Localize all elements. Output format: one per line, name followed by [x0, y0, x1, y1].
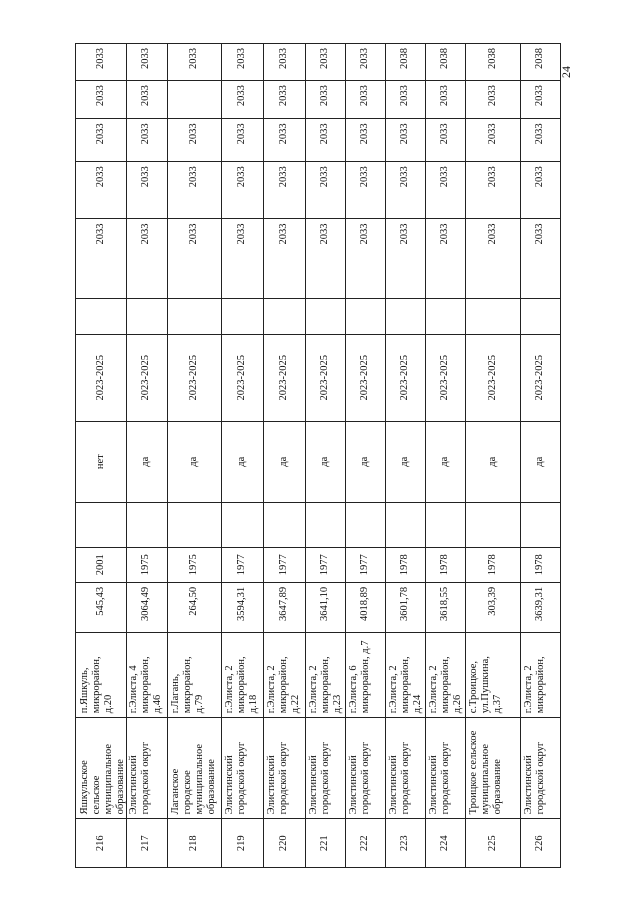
table-cell-y4: 2033 — [425, 81, 465, 119]
table-cell-year: 1978 — [520, 548, 560, 583]
table-cell-municipality: Элистинский городской округ — [425, 718, 465, 819]
table-cell-y1: 2033 — [263, 219, 305, 298]
table-cell-y4 — [167, 81, 221, 119]
table-cell-num: 219 — [221, 819, 263, 868]
table-cell-y5: 2033 — [76, 43, 126, 81]
table-cell-num: 225 — [465, 819, 520, 868]
table-cell-area: 545,43 — [76, 583, 126, 634]
table-cell-area: 3618,55 — [425, 583, 465, 634]
table-row — [125, 43, 168, 868]
table-cell-period: 2023-2025 — [221, 335, 263, 422]
table-cell-year: 1975 — [125, 548, 167, 583]
table-cell-year: 1978 — [385, 548, 425, 583]
table-cell-period: 2023-2025 — [385, 335, 425, 422]
housing-table — [75, 43, 552, 868]
table-cell-c1 — [167, 503, 221, 548]
table-cell-period: 2023-2025 — [167, 335, 221, 422]
table-cell-c1 — [345, 503, 385, 548]
table-cell-address: п.Яшкуль, микрорайон, д.20 — [76, 633, 126, 718]
table-cell-c2: да — [305, 422, 345, 503]
table-cell-num: 220 — [263, 819, 305, 868]
table-cell-num: 218 — [167, 819, 221, 868]
table-cell-municipality: Элистинский городской округ — [345, 718, 385, 819]
table-cell-c3 — [385, 299, 425, 335]
table-cell-c2: да — [385, 422, 425, 503]
table-cell-c2: да — [263, 422, 305, 503]
table-cell-c3 — [221, 299, 263, 335]
table-cell-y4: 2033 — [263, 81, 305, 119]
table-cell-c2: да — [425, 422, 465, 503]
table-cell-num: 223 — [385, 819, 425, 868]
table-cell-c1 — [425, 503, 465, 548]
table-cell-c2: нет — [76, 422, 126, 503]
table-cell-y5: 2033 — [345, 43, 385, 81]
table-cell-c1 — [385, 503, 425, 548]
table-cell-c1 — [221, 503, 263, 548]
table-cell-municipality: Элистинский городской округ — [125, 718, 167, 819]
table-cell-y5: 2033 — [305, 43, 345, 81]
table-cell-municipality: Яшкульское сельское муниципальное образование — [76, 718, 126, 819]
table-cell-address: г.Элиста, 2 микрорайон, д.24 — [385, 633, 425, 718]
table-cell-y4: 2033 — [520, 81, 560, 119]
table-cell-municipality: Троицкое сельское муниципальное образование — [465, 718, 520, 819]
table-cell-c3 — [345, 299, 385, 335]
table-cell-year: 1977 — [345, 548, 385, 583]
table-cell-c3 — [76, 299, 126, 335]
table-cell-y5: 2033 — [167, 43, 221, 81]
table-cell-period: 2023-2025 — [425, 335, 465, 422]
table-cell-y4: 2033 — [125, 81, 167, 119]
table-cell-y2: 2033 — [125, 162, 167, 219]
table-cell-area: 3647,89 — [263, 583, 305, 634]
table-row — [305, 43, 346, 868]
table-cell-address: г.Элиста, 2 микрорайон, д.22 — [263, 633, 305, 718]
table-cell-c1 — [125, 503, 167, 548]
table-cell-municipality: Элистинский городской округ — [305, 718, 345, 819]
table-cell-year: 1977 — [305, 548, 345, 583]
table-cell-y5: 2038 — [385, 43, 425, 81]
table-cell-c3 — [520, 299, 560, 335]
table-cell-y3: 2033 — [221, 119, 263, 162]
table-cell-num: 224 — [425, 819, 465, 868]
table-cell-y3: 2033 — [425, 119, 465, 162]
table-cell-period: 2023-2025 — [125, 335, 167, 422]
table-cell-y3: 2033 — [465, 119, 520, 162]
table-cell-area: 303,39 — [465, 583, 520, 634]
table-cell-municipality: Элистинский городской округ — [385, 718, 425, 819]
table-cell-y2: 2033 — [425, 162, 465, 219]
table-cell-area: 264,50 — [167, 583, 221, 634]
table-cell-y4: 2033 — [345, 81, 385, 119]
table-row — [385, 43, 426, 868]
table-cell-y1: 2033 — [425, 219, 465, 298]
table-cell-c3 — [305, 299, 345, 335]
table-cell-y3: 2033 — [125, 119, 167, 162]
table-cell-address: г.Элиста, 2 микрорайон, — [520, 633, 560, 718]
table-cell-address: г.Элиста, 2 микрорайон, д.26 — [425, 633, 465, 718]
table-cell-y2: 2033 — [221, 162, 263, 219]
table-cell-period: 2023-2025 — [345, 335, 385, 422]
table-cell-c1 — [520, 503, 560, 548]
table-cell-area: 3064,49 — [125, 583, 167, 634]
table-cell-y4: 2033 — [465, 81, 520, 119]
table-row — [263, 43, 306, 868]
table-cell-y5: 2038 — [465, 43, 520, 81]
table-cell-y1: 2033 — [465, 219, 520, 298]
table-cell-y1: 2033 — [125, 219, 167, 298]
table-cell-c3 — [167, 299, 221, 335]
table-cell-year: 1977 — [221, 548, 263, 583]
table-cell-c1 — [465, 503, 520, 548]
table-cell-y1: 2033 — [385, 219, 425, 298]
table-cell-y5: 2033 — [263, 43, 305, 81]
table-cell-address: г.Элиста, 6 микрорайон, д.7 — [345, 633, 385, 718]
table-cell-c1 — [305, 503, 345, 548]
table-cell-municipality: Элистинский городской округ — [221, 718, 263, 819]
table-cell-area: 3594,31 — [221, 583, 263, 634]
table-cell-y4: 2033 — [76, 81, 126, 119]
table-cell-address: с.Троицкое, ул.Пушкина, д.37 — [465, 633, 520, 718]
table-cell-y2: 2033 — [305, 162, 345, 219]
table-cell-y1: 2033 — [167, 219, 221, 298]
table-cell-y2: 2033 — [76, 162, 126, 219]
table-cell-period: 2023-2025 — [263, 335, 305, 422]
table-cell-c2: да — [520, 422, 560, 503]
table-cell-address: г.Элиста, 2 микрорайон, д.23 — [305, 633, 345, 718]
table-row — [75, 43, 127, 868]
table-cell-y3: 2033 — [520, 119, 560, 162]
table-cell-area: 4018,89 — [345, 583, 385, 634]
table-cell-y1: 2033 — [221, 219, 263, 298]
table-cell-year: 1975 — [167, 548, 221, 583]
table-cell-year: 1978 — [465, 548, 520, 583]
table-cell-area: 3641,10 — [305, 583, 345, 634]
table-cell-c3 — [263, 299, 305, 335]
table-cell-y4: 2033 — [221, 81, 263, 119]
table-cell-y3: 2033 — [345, 119, 385, 162]
table-cell-y4: 2033 — [305, 81, 345, 119]
table-cell-y1: 2033 — [345, 219, 385, 298]
table-cell-num: 226 — [520, 819, 560, 868]
table-cell-y5: 2033 — [221, 43, 263, 81]
table-row — [520, 43, 561, 868]
table-row — [167, 43, 222, 868]
table-cell-address: г.Элиста, 4 микрорайон, д.46 — [125, 633, 167, 718]
table-cell-c1 — [263, 503, 305, 548]
table-cell-y5: 2033 — [125, 43, 167, 81]
table-cell-year: 1977 — [263, 548, 305, 583]
table-cell-year: 1978 — [425, 548, 465, 583]
table-cell-c3 — [125, 299, 167, 335]
table-cell-c2: да — [465, 422, 520, 503]
table-cell-area: 3601,78 — [385, 583, 425, 634]
table-cell-y1: 2033 — [305, 219, 345, 298]
table-cell-period: 2023-2025 — [305, 335, 345, 422]
table-row — [425, 43, 466, 868]
table-cell-y1: 2033 — [520, 219, 560, 298]
table-cell-y2: 2033 — [263, 162, 305, 219]
table-cell-y2: 2033 — [385, 162, 425, 219]
table-cell-y3: 2033 — [305, 119, 345, 162]
table-cell-municipality: Лаганское городское муниципальное образование — [167, 718, 221, 819]
table-row — [345, 43, 386, 868]
table-cell-municipality: Элистинский городской округ — [263, 718, 305, 819]
table-cell-y5: 2038 — [425, 43, 465, 81]
table-cell-c1 — [76, 503, 126, 548]
table-cell-y2: 2033 — [465, 162, 520, 219]
table-cell-c2: да — [167, 422, 221, 503]
table-cell-c2: да — [125, 422, 167, 503]
table-cell-y5: 2038 — [520, 43, 560, 81]
table-cell-period: 2023-2025 — [76, 335, 126, 422]
page-number: 24 — [559, 66, 573, 78]
table-cell-c2: да — [221, 422, 263, 503]
table-row — [465, 43, 521, 868]
table-cell-c2: да — [345, 422, 385, 503]
table-cell-area: 3639,31 — [520, 583, 560, 634]
table-cell-period: 2023-2025 — [465, 335, 520, 422]
table-cell-num: 221 — [305, 819, 345, 868]
table-cell-y3: 2033 — [263, 119, 305, 162]
table-cell-y2: 2033 — [167, 162, 221, 219]
table-cell-c3 — [465, 299, 520, 335]
table-cell-address: г.Элиста, 2 микрорайон, д.18 — [221, 633, 263, 718]
table-cell-municipality: Элистинский городской округ — [520, 718, 560, 819]
table-row — [221, 43, 264, 868]
table-cell-c3 — [425, 299, 465, 335]
table-cell-y2: 2033 — [345, 162, 385, 219]
table-cell-y3: 2033 — [385, 119, 425, 162]
table-cell-address: г.Лагань, микрорайон, д.79 — [167, 633, 221, 718]
table-cell-year: 2001 — [76, 548, 126, 583]
table-cell-num: 222 — [345, 819, 385, 868]
table-cell-num: 216 — [76, 819, 126, 868]
table-cell-y2: 2033 — [520, 162, 560, 219]
table-cell-y3: 2033 — [167, 119, 221, 162]
table-cell-num: 217 — [125, 819, 167, 868]
table-cell-y1: 2033 — [76, 219, 126, 298]
table-cell-y3: 2033 — [76, 119, 126, 162]
table-cell-period: 2023-2025 — [520, 335, 560, 422]
table-cell-y4: 2033 — [385, 81, 425, 119]
